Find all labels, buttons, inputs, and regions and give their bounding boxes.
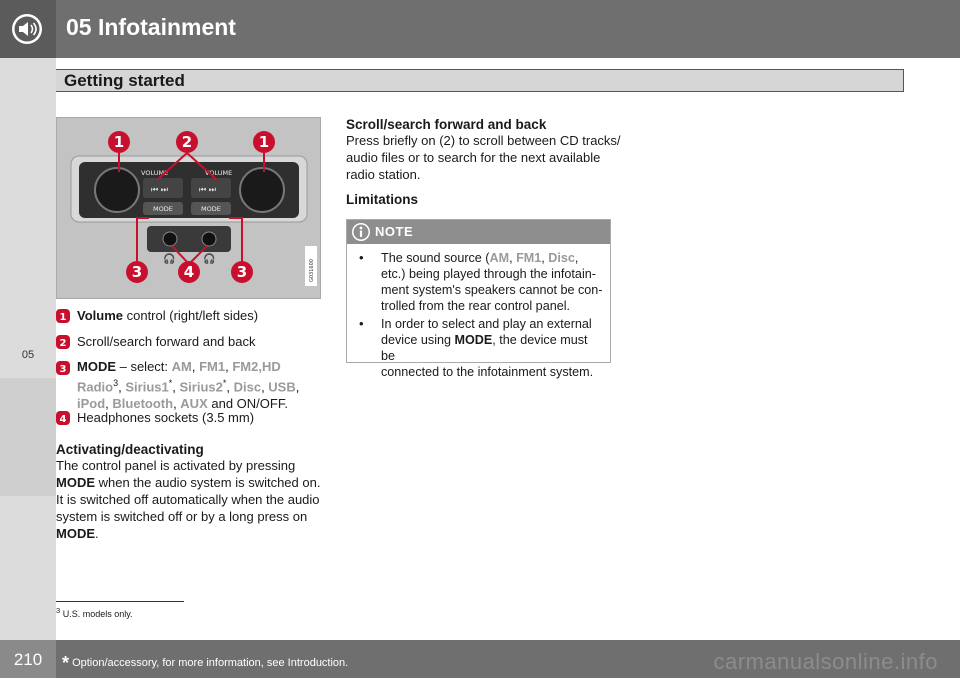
- section-title: Getting started: [64, 71, 185, 90]
- scroll-heading: Scroll/search forward and back: [346, 117, 547, 132]
- sidebar-chapter-tab: [0, 378, 56, 496]
- section-header: [56, 69, 904, 92]
- callout-2: 2: [181, 133, 193, 151]
- note-header: [347, 220, 610, 244]
- figure-label: VOLUME: [205, 169, 233, 177]
- note-bullet-1: The sound source (AM, FM1, Disc, etc.) being played through the infotain- ment system's speakers cannot be con- trolled from the rear control panel.: [381, 251, 603, 313]
- activating-line: system is switched off or by a long press on: [56, 509, 308, 524]
- limitations-heading: Limitations: [346, 192, 419, 207]
- footnote: $^3$ U.S. models only.: [56, 606, 133, 619]
- legend-item-1: Volume control (right/left sides): [77, 308, 259, 323]
- svg-text:🎧: 🎧: [203, 254, 216, 265]
- legend-badge-4: [56, 411, 70, 425]
- legend-badge-3: [56, 361, 70, 375]
- watermark: carmanualsonline.info: [713, 649, 938, 674]
- figure-label: VOLUME: [141, 169, 169, 177]
- bullet-icon: •: [359, 250, 364, 265]
- note-bullet-2: In order to select and play an external device using MODE, the device must be connected to the infotainment system.: [381, 317, 594, 379]
- left-headphone-socket: [163, 232, 177, 246]
- callout-3-left: 3: [131, 263, 143, 281]
- legend-item-3: MODE – select: AM, FM1, FM2,HD Radio$^3$, Sirius1*, Sirius2*, Disc, USB, iPod, Bluetooth, AUX and ON/OFF.: [77, 359, 300, 412]
- info-icon: [351, 222, 371, 242]
- header-icon-box: [0, 0, 56, 58]
- left-volume-knob: [95, 168, 139, 212]
- legend-item-2: Scroll/search forward and back: [77, 334, 256, 349]
- figure-label: MODE: [153, 205, 173, 213]
- svg-text:🎧: 🎧: [163, 254, 176, 265]
- callout-3-right: 3: [236, 263, 248, 281]
- figure-code: G031600: [309, 259, 315, 282]
- activating-line: It is switched off automatically when the audio: [56, 492, 320, 507]
- svg-text:2: 2: [59, 338, 67, 349]
- svg-text:3: 3: [59, 364, 67, 375]
- chapter-header: [0, 0, 960, 58]
- activating-line: The control panel is activated by pressing: [56, 458, 296, 473]
- figure-label: MODE: [201, 205, 221, 213]
- rear-control-panel-figure: [56, 117, 321, 299]
- note-label: NOTE: [375, 224, 414, 239]
- page-number-box: [0, 640, 56, 678]
- chapter-title: 05 Infotainment: [66, 14, 236, 40]
- svg-text:1: 1: [59, 312, 67, 323]
- speaker-icon: [10, 12, 44, 46]
- callout-1-right: 1: [258, 133, 270, 151]
- svg-text:4: 4: [59, 414, 67, 425]
- headphone-panel: [147, 226, 231, 252]
- legend-item-4: Headphones sockets (3.5 mm): [77, 410, 255, 425]
- footer-note: * Option/accessory, for more information, see Introduction.: [62, 653, 349, 673]
- callout-1-left: 1: [113, 133, 125, 151]
- note-box: [346, 219, 611, 379]
- svg-text:⏮ ⏭: ⏮ ⏭: [199, 185, 216, 194]
- legend-badge-2: [56, 335, 70, 349]
- control-panel-illustration: [57, 118, 320, 298]
- scroll-line: Press briefly on (2) to scroll between CD tracks/: [346, 133, 621, 148]
- bullet-icon: •: [359, 316, 364, 331]
- callout-4: 4: [183, 263, 195, 281]
- activating-line: MODE when the audio system is switched on.: [56, 475, 321, 490]
- svg-text:⏮ ⏭: ⏮ ⏭: [151, 185, 168, 194]
- sidebar-chapter-label: 05: [21, 349, 35, 361]
- right-volume-knob: [240, 168, 284, 212]
- scroll-section: [346, 117, 626, 183]
- footnote-rule: [56, 601, 184, 602]
- scroll-line: audio files or to search for the next available: [346, 150, 601, 165]
- legend-badge-1: [56, 309, 70, 323]
- activating-heading: Activating/deactivating: [56, 442, 204, 457]
- right-headphone-socket: [202, 232, 216, 246]
- page-number: 210: [13, 650, 43, 669]
- activating-line: MODE.: [56, 526, 99, 541]
- scroll-line: radio station.: [346, 167, 421, 182]
- activating-section: [56, 442, 326, 542]
